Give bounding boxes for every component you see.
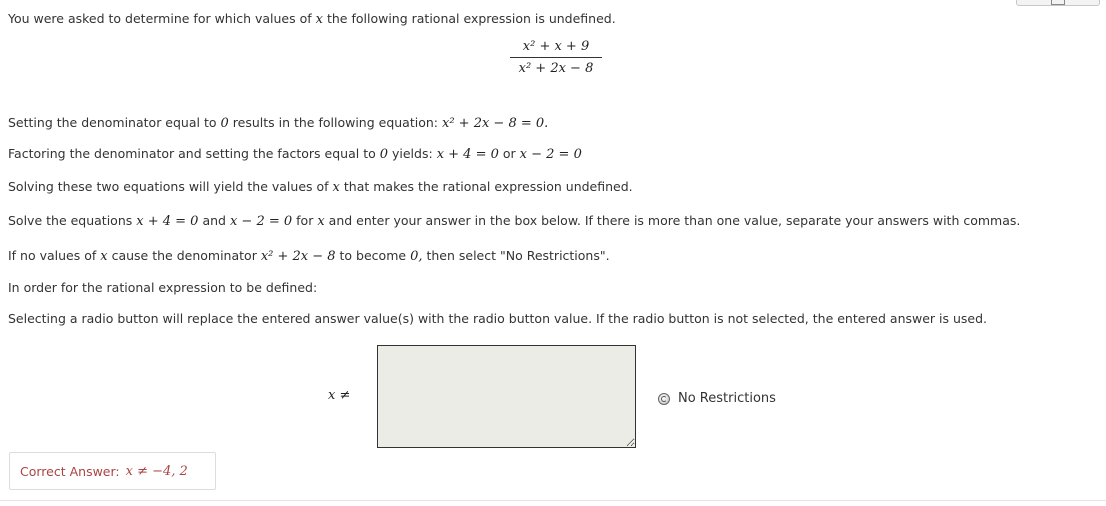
- fraction-bar: [510, 57, 602, 58]
- correct-answer-label: Correct Answer:: [20, 463, 120, 479]
- step-set-denominator: Setting the denominator equal to 0 results in the following equation: x² + 2x − 8 = 0.: [8, 115, 549, 131]
- keyboard-icon: [1051, 0, 1065, 5]
- divider: [0, 500, 1106, 501]
- step-defined-prompt: In order for the rational expression to be defined:: [8, 280, 318, 295]
- correct-answer-box: [9, 452, 216, 490]
- step-instructions: Solve the equations x + 4 = 0 and x − 2 = 0 for x and enter your answer in the box below. If there is more than one value, separate your answers with commas.: [8, 213, 1021, 229]
- numerator: x² + x + 9: [522, 39, 590, 54]
- step-factoring: Factoring the denominator and setting the factors equal to 0 yields: x + 4 = 0 or x − 2 = 0: [8, 146, 582, 162]
- step-no-restrictions-hint: If no values of x cause the denominator x² + 2x − 8 to become 0, then select "No Restrictions".: [8, 248, 610, 264]
- answer-input[interactable]: [377, 345, 636, 448]
- step-radio-note: Selecting a radio button will replace the entered answer value(s) with the radio button value. If the radio button is not selected, the entered answer is used.: [8, 311, 988, 326]
- step-solving: Solving these two equations will yield the values of x that makes the rational expression undefined.: [8, 179, 633, 195]
- correct-answer-value: x ≠ −4, 2: [125, 463, 188, 479]
- keypad-button[interactable]: [1016, 0, 1100, 6]
- no-restrictions-radio[interactable]: [658, 391, 776, 406]
- no-restrictions-label: No Restrictions: [678, 391, 776, 406]
- intro-text: You were asked to determine for which values of x the following rational expression is undefined.: [8, 11, 616, 27]
- answer-label: x ≠: [328, 388, 351, 403]
- denominator: x² + 2x − 8: [518, 61, 594, 76]
- radio-button-icon[interactable]: [658, 393, 670, 405]
- rational-expression: [510, 38, 602, 78]
